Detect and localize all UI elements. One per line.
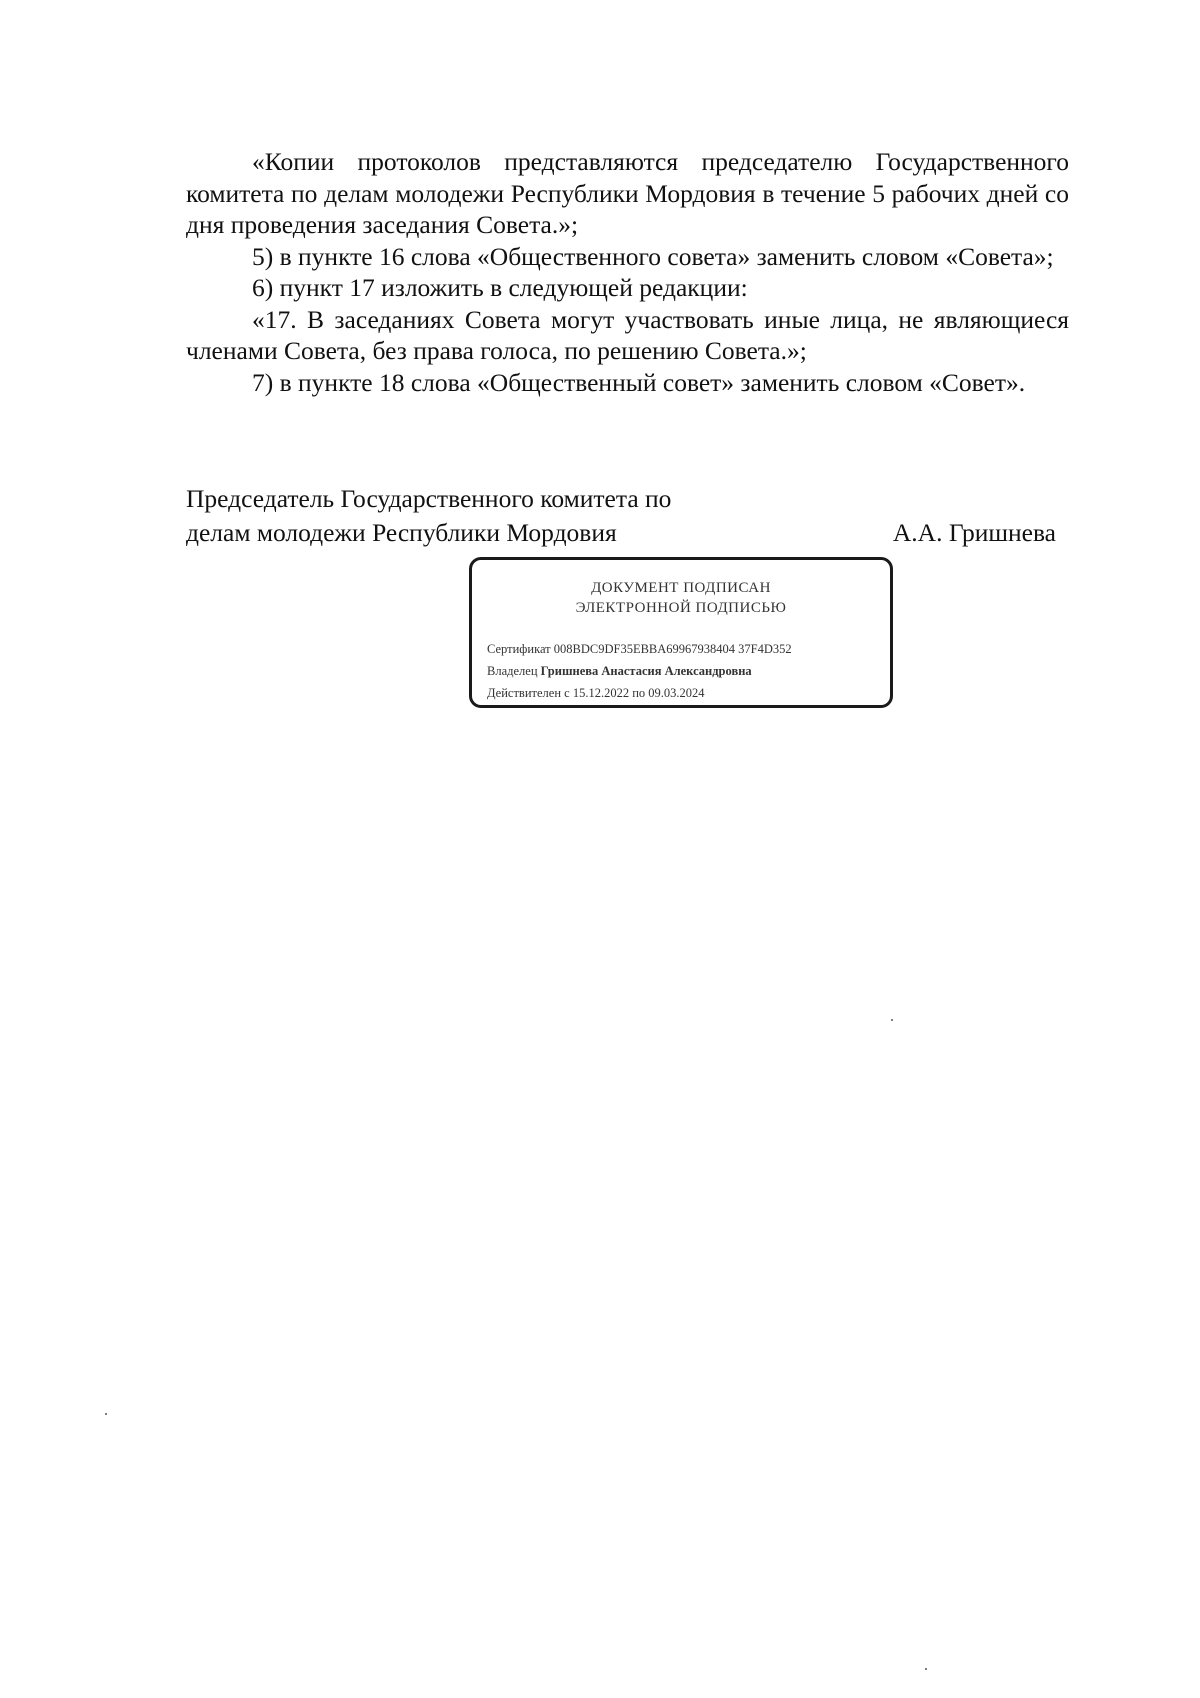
signer-position-line2: делам молодежи Республики Мордовия — [186, 518, 617, 547]
stamp-certificate-value: 008BDC9DF35EBBA69967938404 37F4D352 — [553, 642, 792, 656]
stamp-validity-row — [487, 682, 792, 704]
stamp-owner-row — [487, 660, 792, 682]
stamp-owner-label: Владелец — [487, 664, 538, 678]
signer-name: А.А. Гришнева — [892, 518, 1056, 547]
signature-block — [186, 482, 1056, 550]
signer-position-line1: Председатель Государственного комитета по — [186, 484, 672, 513]
stamp-valid-from: 15.12.2022 — [572, 686, 630, 700]
scan-speck — [105, 1413, 107, 1415]
document-body — [186, 146, 1069, 398]
stamp-title-line1: ДОКУМЕНТ ПОДПИСАН — [591, 580, 771, 596]
stamp-valid-label: Действителен — [487, 686, 562, 700]
stamp-title-line2: ЭЛЕКТРОННОЙ ПОДПИСЬЮ — [575, 600, 787, 616]
item-5: 5) в пункте 16 слова «Общественного совета» заменить словом «Совета»; — [252, 241, 1054, 271]
scan-speck — [925, 1668, 927, 1670]
stamp-certificate-label: Сертификат — [487, 642, 551, 656]
stamp-details — [487, 638, 792, 704]
stamp-owner-value: Гришнева Анастасия Александровна — [540, 664, 752, 678]
stamp-certificate-row — [487, 638, 792, 660]
item-6: 6) пункт 17 изложить в следующей редакции: — [252, 273, 748, 302]
paragraph-item-17: «17. В заседаниях Совета могут участвовать иные лица, не являющиеся членами Совета, без права голоса, по решению Совета.»; — [186, 304, 1069, 365]
stamp-valid-from-prefix: с — [564, 686, 570, 700]
scan-speck — [891, 1019, 893, 1021]
paragraph-protocol-copies: «Копии протоколов представляются председателю Государственного комитета по делам молодежи Республики Мордовия в течение 5 рабочих дней со дня проведения заседания Совета.»; — [186, 147, 1069, 239]
signature-line — [186, 516, 1056, 550]
stamp-title — [472, 578, 890, 618]
stamp-valid-to-prefix: по — [632, 686, 646, 700]
item-7: 7) в пункте 18 слова «Общественный совет» заменить словом «Совет». — [252, 367, 1026, 397]
stamp-valid-to: 09.03.2024 — [648, 686, 705, 700]
electronic-signature-stamp — [469, 557, 893, 708]
